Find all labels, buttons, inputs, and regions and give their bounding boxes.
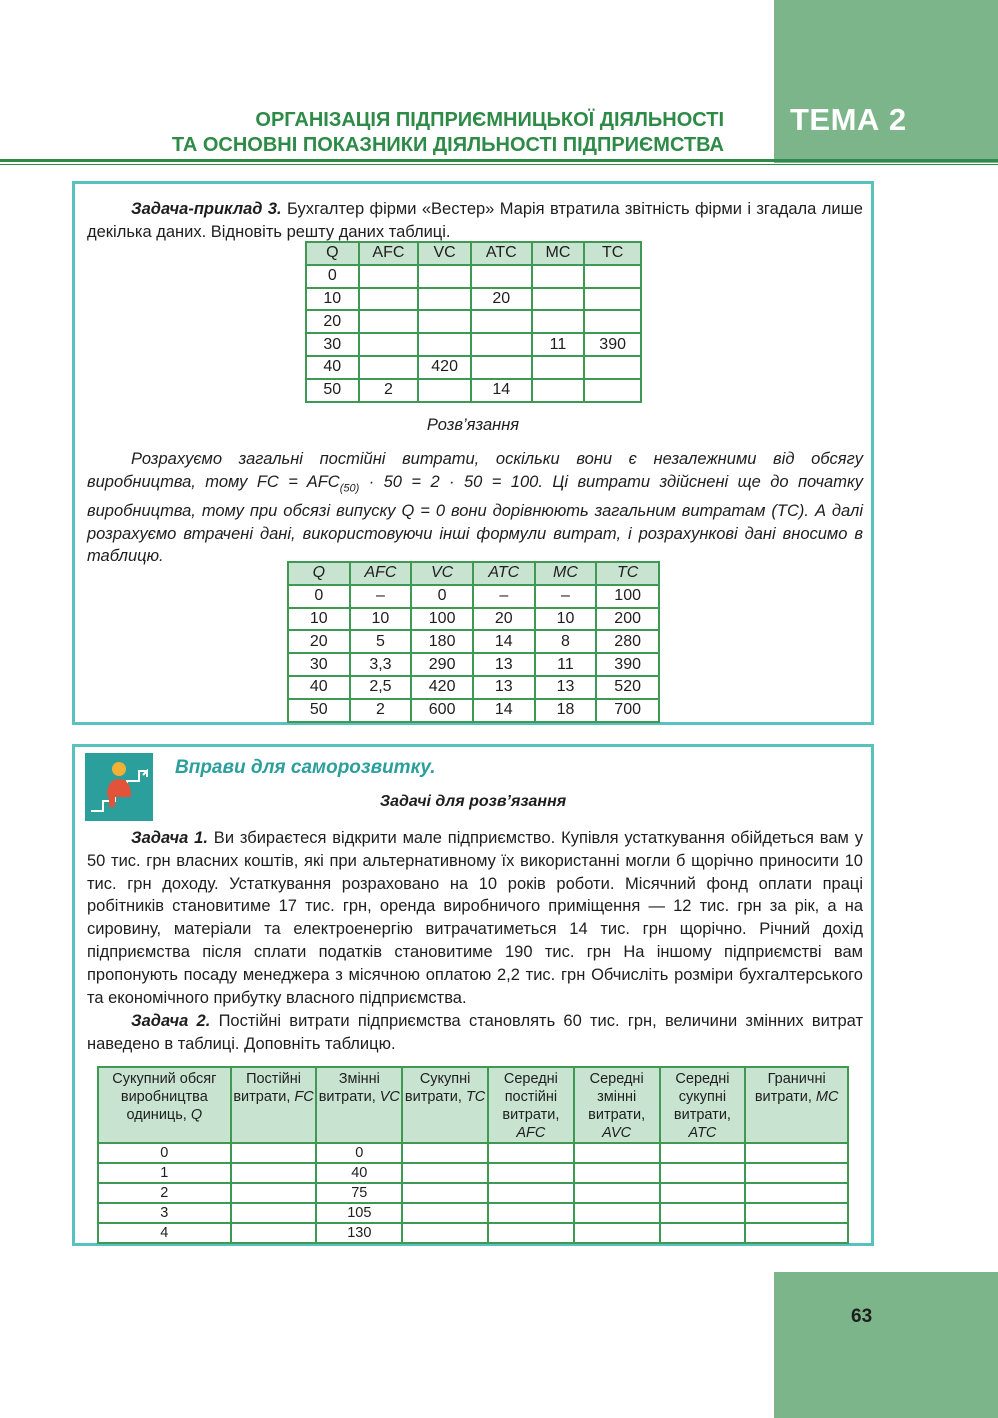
table-cell: 105 — [316, 1203, 402, 1223]
table-cell: 0 — [316, 1143, 402, 1163]
column-header: Середні змінні витрати, AVC — [574, 1067, 660, 1143]
table-cell — [745, 1203, 848, 1223]
table-cell: 30 — [306, 333, 359, 356]
chapter-title — [172, 108, 724, 158]
example-table-given — [305, 241, 642, 403]
table-cell — [359, 310, 419, 333]
table-cell: 100 — [596, 585, 659, 608]
table-cell: 0 — [288, 585, 350, 608]
table-cell: 40 — [288, 676, 350, 699]
table-row — [306, 379, 641, 402]
chapter-title-line-1: ОРГАНІЗАЦІЯ ПІДПРИЄМНИЦЬКОЇ ДІЯЛЬНОСТІ — [255, 109, 724, 131]
table-cell: 50 — [288, 699, 350, 722]
table-cell: 2 — [98, 1183, 231, 1203]
column-header: TC — [584, 242, 641, 265]
table-cell: 20 — [306, 310, 359, 333]
table-cell: 10 — [306, 288, 359, 311]
table-cell: 8 — [535, 630, 597, 653]
table-cell: 600 — [411, 699, 473, 722]
table-row — [306, 265, 641, 288]
table-cell — [574, 1183, 660, 1203]
table-cell: 14 — [473, 630, 535, 653]
page-number: 63 — [851, 1306, 873, 1327]
column-header: MC — [532, 242, 585, 265]
example-intro — [87, 198, 863, 244]
table-cell: 2 — [359, 379, 419, 402]
table-cell: 390 — [584, 333, 641, 356]
tema-label: ТЕМА 2 — [790, 102, 907, 137]
table-cell: 3,3 — [350, 653, 412, 676]
table-cell — [231, 1203, 317, 1223]
header-rule — [0, 159, 998, 162]
column-header: VC — [411, 562, 473, 585]
column-header: Середні постійні витрати, AFC — [488, 1067, 574, 1143]
table-cell — [418, 379, 471, 402]
task-1-text: Ви збираєтеся відкрити мале підприємство. Купівля устаткування обійдеться вам у 50 тис. грн власних коштів, які при альтернативному їх використанні могли б щорічно приносити 10 тис. грн доходу. Устаткування розраховано на 10 років роботи. Місячний фонд оплати праці робітників становитиме 17 тис. грн, оренда виробничого приміщення — 12 тис. грн за рік, а на сировину, матеріали та електроенергію витрачатиметься 14 тис. грн щорічно. Річний дохід підприємства після сплати податків становитиме 190 тис. грн На іншому підприємстві вам пропонують посаду менеджера з місячною оплатою 2,2 тис. грн Обчисліть розміри бухгалтерського та економічного прибутку власного підприємства. — [87, 829, 863, 1007]
table-cell: 30 — [288, 653, 350, 676]
table-cell — [231, 1143, 317, 1163]
table-cell: 20 — [288, 630, 350, 653]
table-cell: 0 — [411, 585, 473, 608]
table-cell: 10 — [288, 608, 350, 631]
table-cell: 11 — [532, 333, 585, 356]
table-cell: 10 — [350, 608, 412, 631]
chapter-title-line-2: ТА ОСНОВНІ ПОКАЗНИКИ ДІЯЛЬНОСТІ ПІДПРИЄМСТВА — [171, 134, 724, 156]
page-number-block — [774, 1272, 998, 1418]
table-cell — [532, 265, 585, 288]
column-header: TC — [596, 562, 659, 585]
table-cell: 14 — [471, 379, 532, 402]
table-cell: 100 — [411, 608, 473, 631]
table-cell — [402, 1143, 488, 1163]
table-cell: 20 — [471, 288, 532, 311]
table-cell — [574, 1143, 660, 1163]
solution-title: Розв’язання — [426, 416, 520, 434]
table-cell — [532, 356, 585, 379]
table-cell — [660, 1163, 746, 1183]
table-cell: 390 — [596, 653, 659, 676]
table-cell — [584, 288, 641, 311]
table-cell: 520 — [596, 676, 659, 699]
table-cell — [745, 1143, 848, 1163]
table-header-row — [98, 1067, 848, 1143]
table-cell — [745, 1223, 848, 1243]
table-cell: 10 — [535, 608, 597, 631]
table-cell — [584, 356, 641, 379]
table-row — [98, 1163, 848, 1183]
table-cell — [574, 1203, 660, 1223]
task-2-table — [97, 1066, 849, 1244]
table-row — [306, 288, 641, 311]
table-cell: 0 — [98, 1143, 231, 1163]
table-cell: 50 — [306, 379, 359, 402]
table-cell: 20 — [473, 608, 535, 631]
column-header: Змінні витрати, VC — [316, 1067, 402, 1143]
table-cell — [488, 1223, 574, 1243]
tema-badge — [774, 0, 998, 163]
solution-text: Розрахуємо загальні постійні витрати, оскільки вони є незалежними від обсягу виробництва, тому FC = $AFC_{(50)} \cdot 50 = 2 \cdot 50 = 100$. Ці витрати здійснені ще до початку виробництва, тому при обсязі випуску Q = 0 вони дорівнюють загальним витратам (TC). А далі розрахуємо втрачені дані, використовуючи інші формули витрат, і розрахункові дані вносимо в таблицю. — [87, 450, 863, 566]
column-header: Постійні витрати, FC — [231, 1067, 317, 1143]
table-row — [306, 356, 641, 379]
table-cell — [418, 265, 471, 288]
table-cell — [584, 379, 641, 402]
table-cell — [660, 1143, 746, 1163]
table-cell: – — [473, 585, 535, 608]
table-cell: 200 — [596, 608, 659, 631]
table-cell — [359, 288, 419, 311]
table-cell: 75 — [316, 1183, 402, 1203]
column-header: Середні сукупні витрати, ATC — [660, 1067, 746, 1143]
table-cell — [532, 310, 585, 333]
table-cell: 700 — [596, 699, 659, 722]
table-row — [288, 608, 659, 631]
table-cell — [471, 265, 532, 288]
table-row — [288, 585, 659, 608]
column-header: ATC — [471, 242, 532, 265]
exercises-box — [72, 744, 874, 1246]
example-table-solved — [287, 561, 660, 723]
column-header: Граничні витрати, MC — [745, 1067, 848, 1143]
table-row — [288, 699, 659, 722]
column-header: Q — [306, 242, 359, 265]
table-cell: 420 — [418, 356, 471, 379]
example-box — [72, 181, 874, 725]
table-row — [306, 310, 641, 333]
table-cell: 0 — [306, 265, 359, 288]
table-cell — [660, 1203, 746, 1223]
table-cell — [471, 356, 532, 379]
table-row — [98, 1143, 848, 1163]
table-cell: 13 — [535, 676, 597, 699]
table-cell — [402, 1203, 488, 1223]
header-rule-thin — [0, 164, 998, 165]
table-cell: 18 — [535, 699, 597, 722]
table-cell: 2 — [350, 699, 412, 722]
task-2 — [87, 1010, 863, 1056]
table-cell: 13 — [473, 676, 535, 699]
tasks-title: Задачі для розв’язання — [379, 793, 567, 810]
task-2-label: Задача 2. — [131, 1012, 211, 1030]
table-cell — [418, 310, 471, 333]
table-cell — [584, 265, 641, 288]
table-cell — [231, 1223, 317, 1243]
table-cell: 180 — [411, 630, 473, 653]
table-row — [288, 676, 659, 699]
table-header-row — [306, 242, 641, 265]
table-cell — [231, 1183, 317, 1203]
exercises-title: Вправи для саморозвитку. — [175, 757, 436, 778]
solution-subscript: (50) — [339, 482, 360, 495]
table-cell — [359, 265, 419, 288]
table-cell — [231, 1163, 317, 1183]
column-header: AFC — [350, 562, 412, 585]
table-cell: 130 — [316, 1223, 402, 1243]
example-label: Задача-приклад 3. — [131, 200, 282, 218]
table-cell — [471, 310, 532, 333]
table-cell: 11 — [535, 653, 597, 676]
table-cell — [488, 1143, 574, 1163]
table-cell — [488, 1203, 574, 1223]
column-header: ATC — [473, 562, 535, 585]
column-header: MC — [535, 562, 597, 585]
table-cell — [359, 333, 419, 356]
table-cell — [402, 1183, 488, 1203]
table-row — [306, 333, 641, 356]
table-cell: 420 — [411, 676, 473, 699]
table-cell — [574, 1223, 660, 1243]
table-cell — [660, 1183, 746, 1203]
table-cell — [745, 1163, 848, 1183]
table-cell — [402, 1163, 488, 1183]
table-header-row — [288, 562, 659, 585]
table-cell: 1 — [98, 1163, 231, 1183]
table-cell — [418, 333, 471, 356]
table-cell — [574, 1163, 660, 1183]
table-cell: 4 — [98, 1223, 231, 1243]
table-cell — [584, 310, 641, 333]
task-1-label: Задача 1. — [131, 829, 208, 847]
table-cell — [745, 1183, 848, 1203]
column-header: VC — [418, 242, 471, 265]
table-cell — [532, 288, 585, 311]
table-cell — [532, 379, 585, 402]
table-cell: – — [535, 585, 597, 608]
table-cell: 40 — [316, 1163, 402, 1183]
table-cell: 5 — [350, 630, 412, 653]
table-cell: 2,5 — [350, 676, 412, 699]
table-cell — [359, 356, 419, 379]
table-cell: 290 — [411, 653, 473, 676]
table-cell: 13 — [473, 653, 535, 676]
table-row — [98, 1203, 848, 1223]
table-row — [98, 1183, 848, 1203]
table-row — [288, 630, 659, 653]
table-cell — [488, 1163, 574, 1183]
task-1 — [87, 827, 863, 1009]
table-cell: – — [350, 585, 412, 608]
column-header: AFC — [359, 242, 419, 265]
table-cell: 40 — [306, 356, 359, 379]
task-2-text: Постійні витрати підприємства становлять 60 тис. грн, величини змінних витрат наведено в таблиці. Доповніть таблицю. — [87, 1012, 863, 1053]
table-cell: 3 — [98, 1203, 231, 1223]
column-header: Сукупний обсяг виробництва одиниць, Q — [98, 1067, 231, 1143]
table-cell: 280 — [596, 630, 659, 653]
example-text: Бухгалтер фірми «Вестер» Марія втратила звітність фірми і згадала лише декілька даних. Відновіть решту даних таблиці. — [87, 200, 863, 241]
table-cell: 14 — [473, 699, 535, 722]
table-cell — [488, 1183, 574, 1203]
table-cell — [471, 333, 532, 356]
column-header: Сукупні витрати, TC — [402, 1067, 488, 1143]
table-cell — [660, 1223, 746, 1243]
table-row — [98, 1223, 848, 1243]
table-cell — [402, 1223, 488, 1243]
column-header: Q — [288, 562, 350, 585]
table-cell — [418, 288, 471, 311]
table-row — [288, 653, 659, 676]
